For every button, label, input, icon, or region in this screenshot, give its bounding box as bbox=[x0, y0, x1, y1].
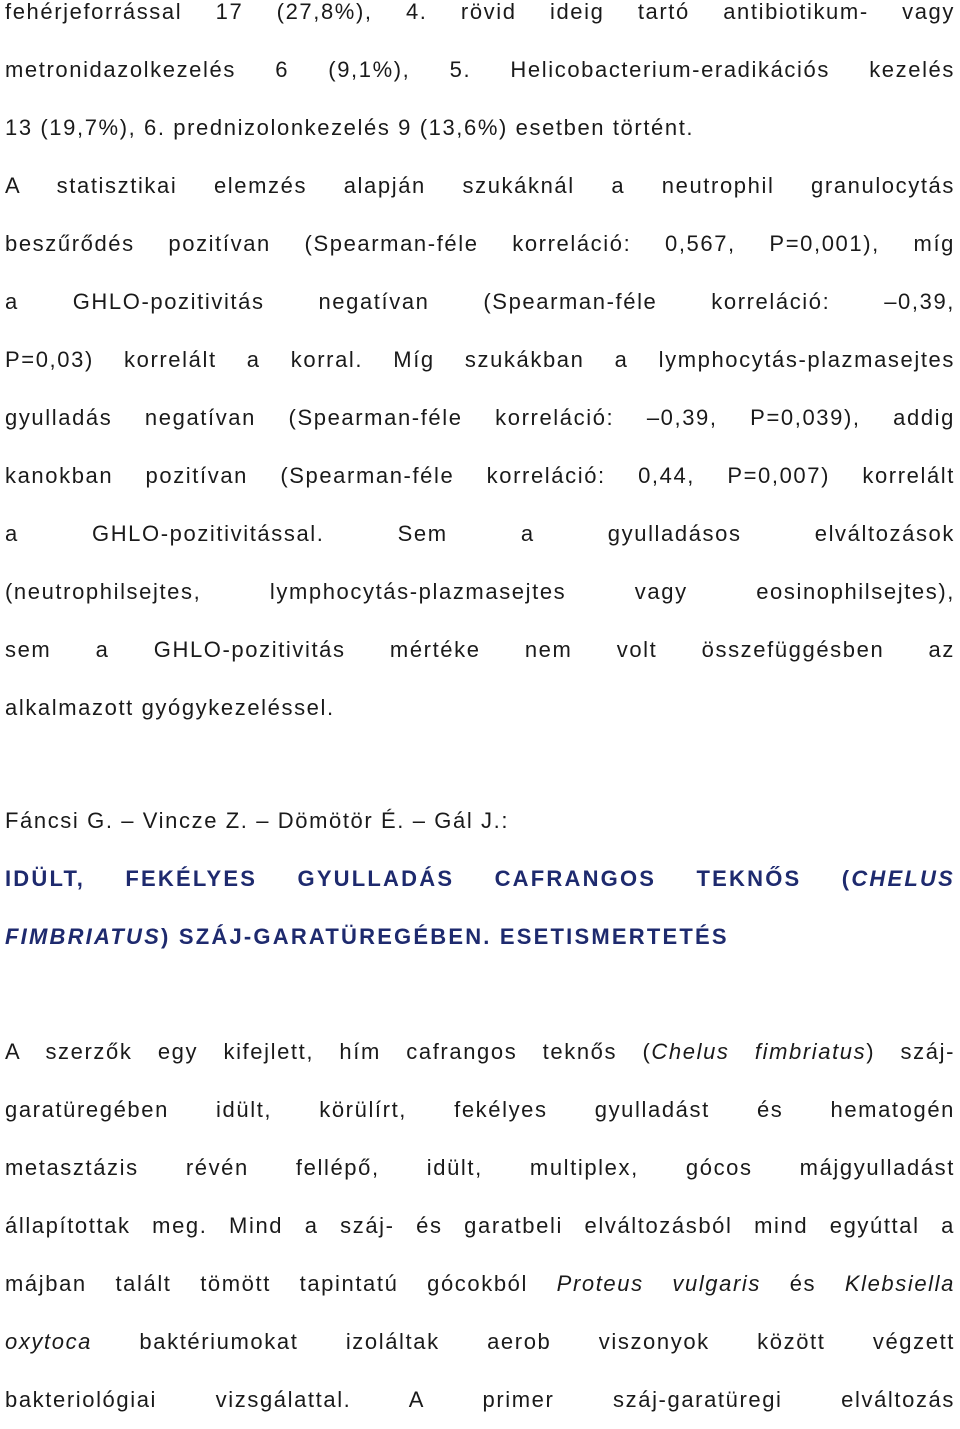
paragraph-abstract bbox=[5, 1023, 955, 1429]
text-line: bakteriológiai vizsgálattal. A primer száj-garatüregi elváltozás bbox=[5, 1387, 955, 1412]
text-line: alkalmazott gyógykezeléssel. bbox=[5, 695, 335, 720]
title-species-genus: CHELUS bbox=[851, 866, 955, 891]
text-line: sem a GHLO-pozitivitás mértéke nem volt összefüggésben az bbox=[5, 637, 955, 662]
article-title bbox=[5, 850, 955, 966]
text-span: baktériumokat izoláltak aerob viszonyok között végzett bbox=[92, 1329, 955, 1354]
title-line bbox=[5, 850, 955, 908]
text-line: (neutrophilsejtes, lymphocytás-plazmasejtes vagy eosinophilsejtes), bbox=[5, 579, 955, 604]
text-line: gyulladás negatívan (Spearman-féle korreláció: –0,39, P=0,039), addig bbox=[5, 405, 955, 430]
paragraph-treatments bbox=[5, 0, 955, 737]
species-name: oxytoca bbox=[5, 1329, 93, 1354]
text-line: a GHLO-pozitivitás negatívan (Spearman-féle korreláció: –0,39, bbox=[5, 289, 955, 314]
text-line: beszűrődés pozitívan (Spearman-féle korreláció: 0,567, P=0,001), míg bbox=[5, 231, 955, 256]
text-span: és bbox=[761, 1271, 845, 1296]
text-line: fehérjeforrással 17 (27,8%), 4. rövid ideig tartó antibiotikum- vagy bbox=[5, 0, 955, 24]
species-name: Chelus fimbriatus bbox=[651, 1039, 867, 1064]
text-line bbox=[5, 1313, 955, 1371]
title-text: ) SZÁJ-GARATÜREGÉBEN. ESETISMERTETÉS bbox=[161, 924, 729, 949]
text-line bbox=[5, 1255, 955, 1313]
species-name: Klebsiella bbox=[844, 1271, 955, 1296]
text-line: állapítottak meg. Mind a száj- és garatbeli elváltozásból mind egyúttal a bbox=[5, 1213, 955, 1238]
text-line: P=0,03) korrelált a korral. Míg szukákban a lymphocytás-plazmasejtes bbox=[5, 347, 955, 372]
title-line bbox=[5, 908, 955, 966]
text-span: A szerzők egy kifejlett, hím cafrangos teknős ( bbox=[5, 1039, 652, 1064]
text-line: garatüregében idült, körülírt, fekélyes gyulladást és hematogén bbox=[5, 1097, 955, 1122]
title-text: IDÜLT, FEKÉLYES GYULLADÁS CAFRANGOS TEKNŐS ( bbox=[5, 866, 852, 891]
text-span: ) száj- bbox=[866, 1039, 955, 1064]
text-line: A statisztikai elemzés alapján szukáknál a neutrophil granulocytás bbox=[5, 173, 955, 198]
article-authors: Fáncsi G. – Vincze Z. – Dömötör É. – Gál J.: bbox=[5, 808, 510, 833]
text-span: májban talált tömött tapintatú gócokból bbox=[5, 1271, 557, 1296]
title-species-epithet: FIMBRIATUS bbox=[5, 924, 162, 949]
text-line: a GHLO-pozitivitással. Sem a gyulladásos elváltozások bbox=[5, 521, 955, 546]
text-line: metasztázis révén fellépő, idült, multiplex, gócos májgyulladást bbox=[5, 1155, 955, 1180]
text-line: 13 (19,7%), 6. prednizolonkezelés 9 (13,6%) esetben történt. bbox=[5, 115, 695, 140]
text-line: metronidazolkezelés 6 (9,1%), 5. Helicobacterium-eradikációs kezelés bbox=[5, 57, 955, 82]
text-line bbox=[5, 1023, 955, 1081]
species-name: Proteus vulgaris bbox=[556, 1271, 761, 1296]
text-line: kanokban pozitívan (Spearman-féle korreláció: 0,44, P=0,007) korrelált bbox=[5, 463, 955, 488]
